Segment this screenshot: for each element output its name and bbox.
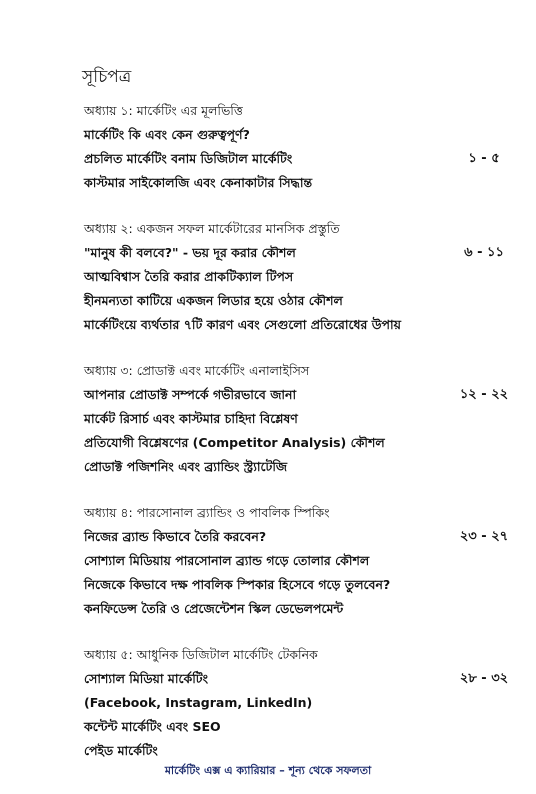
toc-entry[interactable] [84,265,524,289]
page-range: ২৩ - ২৭ [459,529,509,544]
toc-entry-text: মার্কেটিংয়ে ব্যর্থতার ৭টি কারণ এবং সেগুলো প্রতিরোধের উপায় [84,317,401,332]
toc-entry[interactable] [84,123,524,147]
toc-entry-text: নিজেকে কিভাবে দক্ষ পাবলিক স্পিকার হিসেবে গড়ে তুলবেন? [84,577,391,592]
toc-entry[interactable] [84,289,524,313]
toc-entry-text: প্রচলিত মার্কেটিং বনাম ডিজিটাল মার্কেটিং [84,151,293,166]
chapter-1 [84,100,524,195]
toc-entry[interactable] [84,431,524,455]
toc-entry-text: পেইড মার্কেটিং [84,743,158,758]
toc-entry[interactable] [84,455,524,479]
toc-entry[interactable] [84,715,524,739]
toc-entry-text: কন্টেন্ট মার্কেটিং এবং SEO [84,719,221,734]
chapter-4 [84,502,524,621]
chapter-3 [84,360,524,479]
toc-entry-text: "মানুষ কী বলবে?" - ভয় দূর করার কৌশল [84,245,296,260]
chapter-heading: অধ্যায় ৩: প্রোডাক্ট এবং মার্কেটিং এনালাইসিস [84,363,310,378]
toc-entry-text: (Facebook, Instagram, LinkedIn) [84,695,313,710]
toc-entry[interactable] [84,313,524,337]
toc-entry-text: আপনার প্রোডাক্ট সম্পর্কে গভীরভাবে জানা [84,387,297,402]
toc-entry[interactable] [84,573,524,597]
chapter-5 [84,644,524,763]
toc-entry-text: মার্কেটিং কি এবং কেন গুরুত্বপূর্ণ? [84,127,250,142]
chapter-heading: অধ্যায় ৪: পারসোনাল ব্র্যান্ডিং ও পাবলিক স্পিকিং [84,505,330,520]
toc-entry[interactable] [84,597,524,621]
toc-entry[interactable] [84,147,524,171]
page-range: ৬ - ১১ [464,245,504,260]
toc-entry[interactable] [84,667,524,691]
toc-entry[interactable] [84,525,524,549]
chapter-2 [84,218,524,337]
toc-entry[interactable] [84,171,524,195]
toc-entry[interactable] [84,383,524,407]
toc-entry-text: কনফিডেন্স তৈরি ও প্রেজেন্টেশন স্কিল ডেভেলপমেন্ট [84,601,344,616]
toc-entry-text: নিজের ব্র্যান্ড কিভাবে তৈরি করবেন? [84,529,267,544]
page-range: ১২ - ২২ [459,387,509,402]
toc-entry-text: সোশ্যাল মিডিয়ায় পারসোনাল ব্র্যান্ড গড়ে তোলার কৌশল [84,553,370,568]
toc-entry[interactable] [84,549,524,573]
toc-entry[interactable] [84,241,524,265]
toc-entry-text: কাস্টমার সাইকোলজি এবং কেনাকাটার সিদ্ধান্ত [84,175,313,190]
toc-entry-text: সোশ্যাল মিডিয়া মার্কেটিং [84,671,208,686]
page-range: ২৮ - ৩২ [459,671,509,686]
toc-entry-text: আত্মবিশ্বাস তৈরি করার প্রাকটিক্যাল টিপস [84,269,294,284]
toc-entry-text: হীনমন্যতা কাটিয়ে একজন লিডার হয়ে ওঠার কৌশল [84,293,343,308]
page-range: ১ - ৫ [468,151,500,166]
chapter-heading: অধ্যায় ৫: আধুনিক ডিজিটাল মার্কেটিং টেকনিক [84,647,318,662]
toc-entry[interactable] [84,407,524,431]
toc-entry-text: মার্কেট রিসার্চ এবং কাস্টমার চাহিদা বিশ্লেষণ [84,411,298,426]
toc-title: সূচিপত্র [82,67,132,87]
toc-entry-text: প্রতিযোগী বিশ্লেষণের (Competitor Analysis) কৌশল [84,435,385,450]
chapter-heading: অধ্যায় ২: একজন সফল মার্কেটারের মানসিক প্রস্তুতি [84,221,340,236]
toc-entry[interactable] [84,691,524,715]
page-footer: মার্কেটিং এক্স এ ক্যারিয়ার – শূন্য থেকে সফলতা [164,764,372,777]
toc-entry-text: প্রোডাক্ট পজিশনিং এবং ব্র্যান্ডিং স্ট্র্যাটেজি [84,459,288,474]
chapter-heading: অধ্যায় ১: মার্কেটিং এর মূলভিত্তি [84,103,243,118]
toc-entry[interactable] [84,739,524,763]
